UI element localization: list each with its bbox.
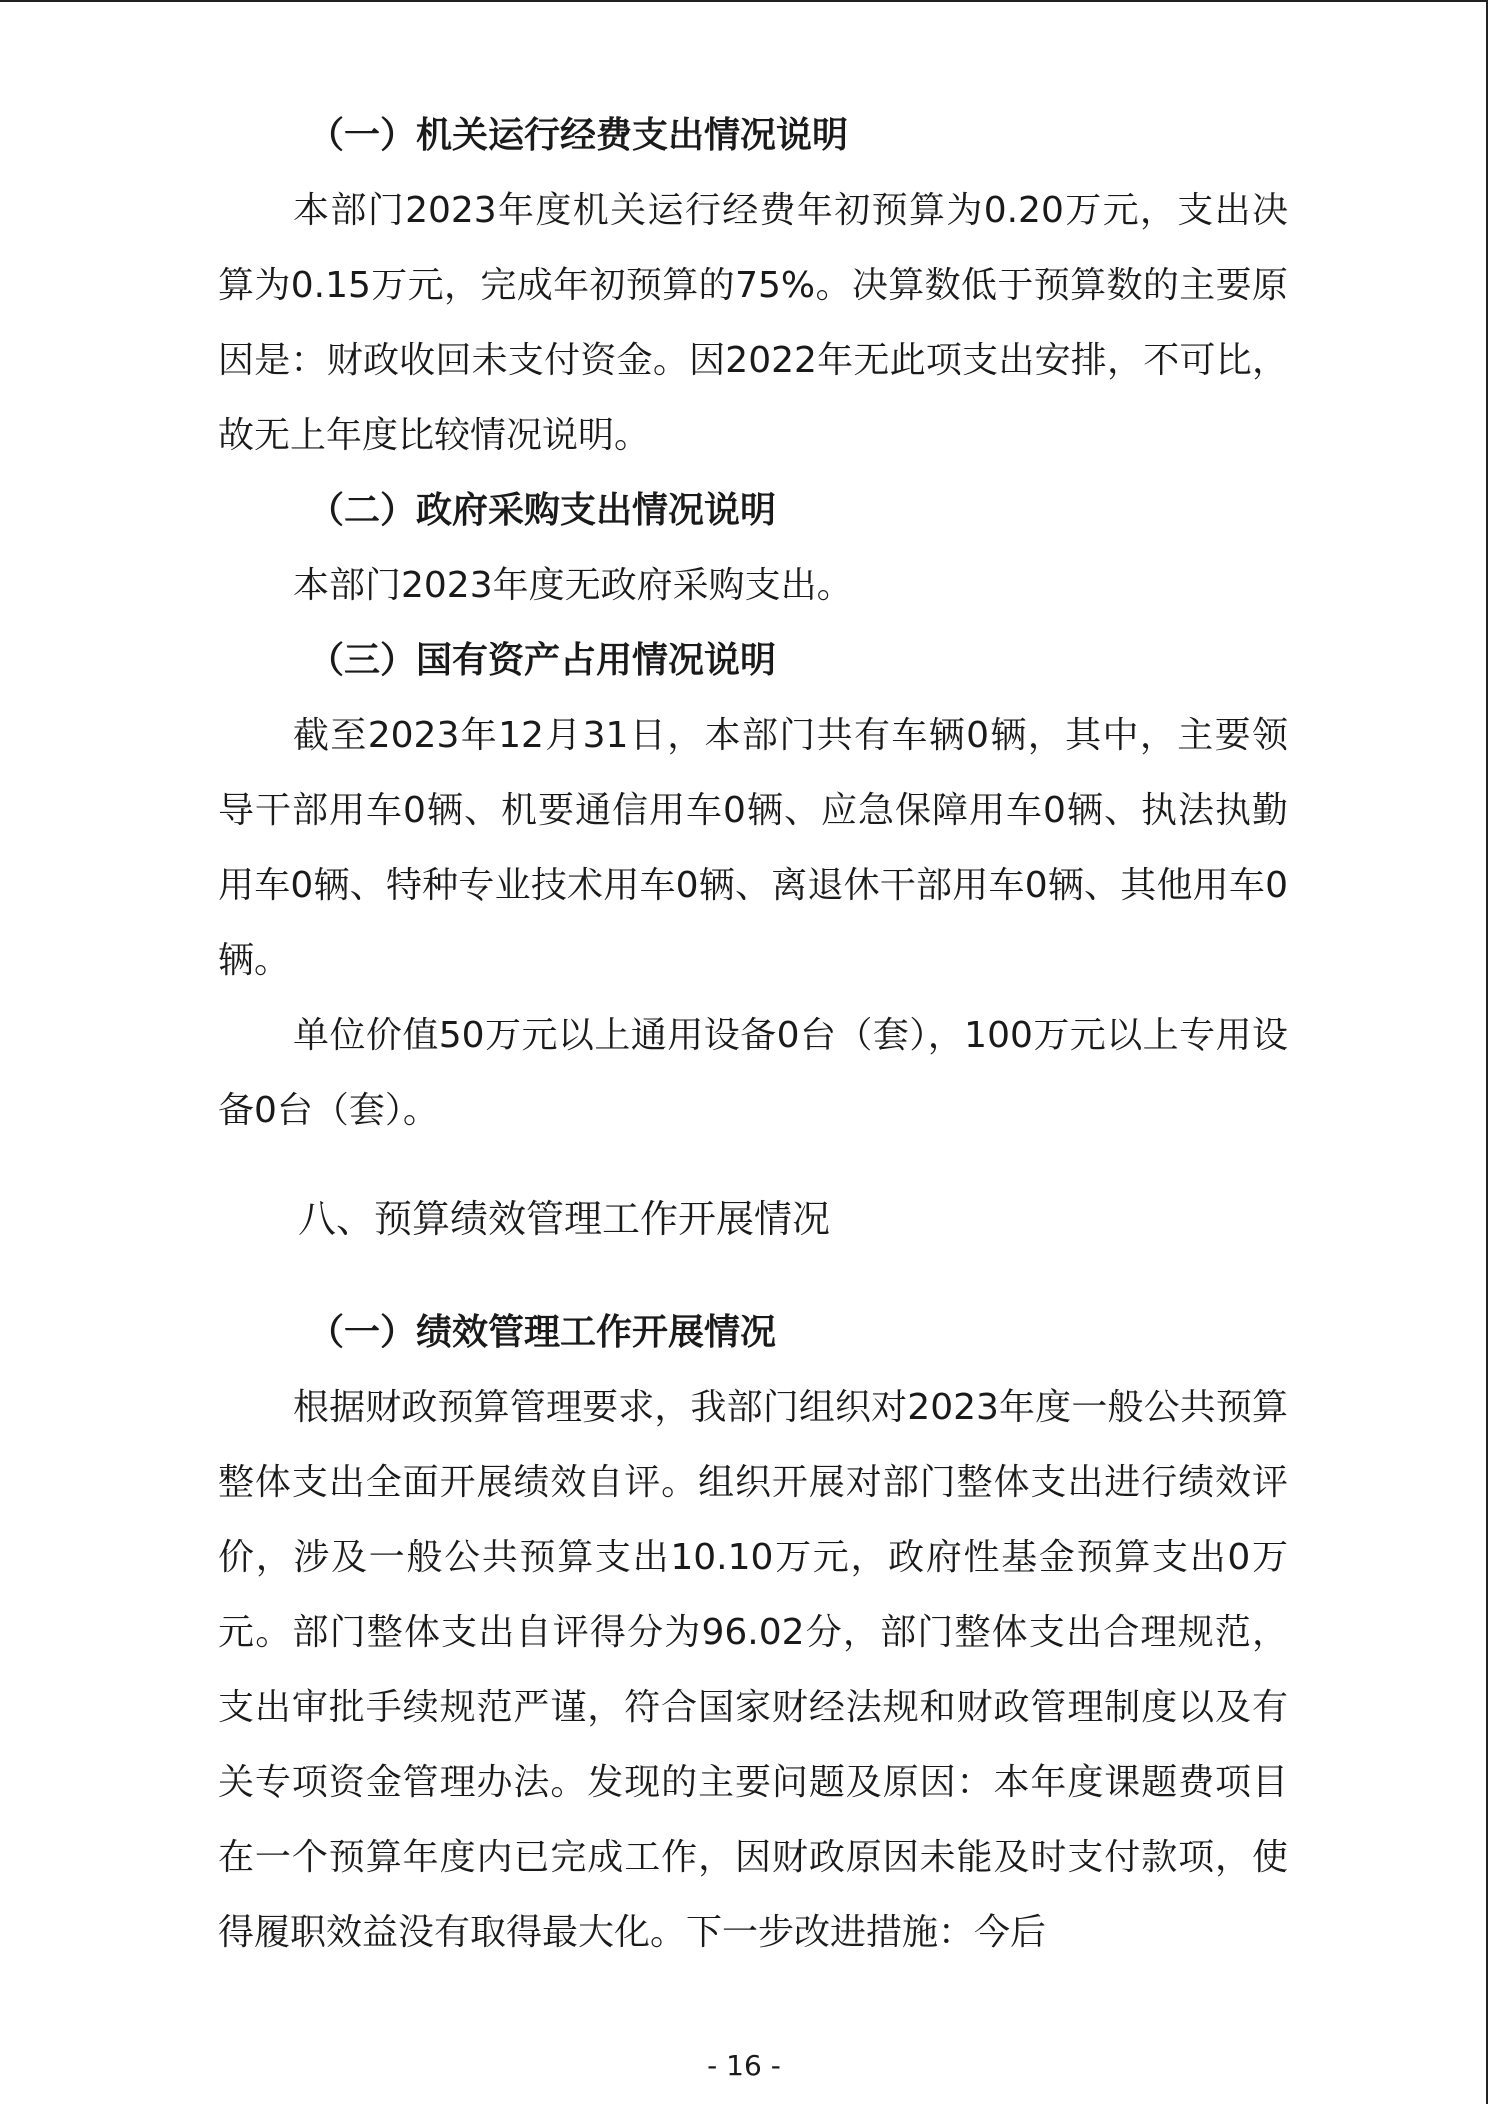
subheading-state-assets: （三）国有资产占用情况说明: [308, 640, 777, 681]
page-number: - 16 -: [707, 2049, 781, 2082]
paragraph-government-procurement: 本部门2023年度无政府采购支出。: [293, 565, 853, 606]
subheading-operating-expenses: （一）机关运行经费支出情况说明: [308, 115, 849, 156]
paragraph-vehicles: 截至2023年12月31日，本部门共有车辆0辆，其中，主要领导干部用车0辆、机要通信用车0辆、应急保障用车0辆、执法执勤用车0辆、特种专业技术用车0辆、离退休干部用车0辆、其他用车0辆。: [218, 715, 1288, 981]
page-content: [218, 98, 1288, 1970]
paragraph-operating-expenses: 本部门2023年度机关运行经费年初预算为0.20万元，支出决算为0.15万元，完成年初预算的75%。决算数低于预算数的主要原因是：财政收回未支付资金。因2022年无此项支出安排，不可比，故无上年度比较情况说明。: [218, 190, 1288, 456]
paragraph-performance-work: 根据财政预算管理要求，我部门组织对2023年度一般公共预算整体支出全面开展绩效自评。组织开展对部门整体支出进行绩效评价，涉及一般公共预算支出10.10万元，政府性基金预算支出0万元。部门整体支出自评得分为96.02分，部门整体支出合理规范，支出审批手续规范严谨，符合国家财经法规和财政管理制度以及有关专项资金管理办法。发现的主要问题及原因：本年度课题费项目在一个预算年度内已完成工作，因财政原因未能及时支付款项，使得履职效益没有取得最大化。下一步改进措施：今后: [218, 1387, 1288, 1953]
paragraph-equipment: 单位价值50万元以上通用设备0台（套），100万元以上专用设备0台（套）。: [218, 1015, 1288, 1131]
subheading-performance-work: （一）绩效管理工作开展情况: [308, 1312, 777, 1353]
section-heading-performance-management: 八、预算绩效管理工作开展情况: [298, 1197, 831, 1241]
subheading-government-procurement: （二）政府采购支出情况说明: [308, 490, 777, 531]
